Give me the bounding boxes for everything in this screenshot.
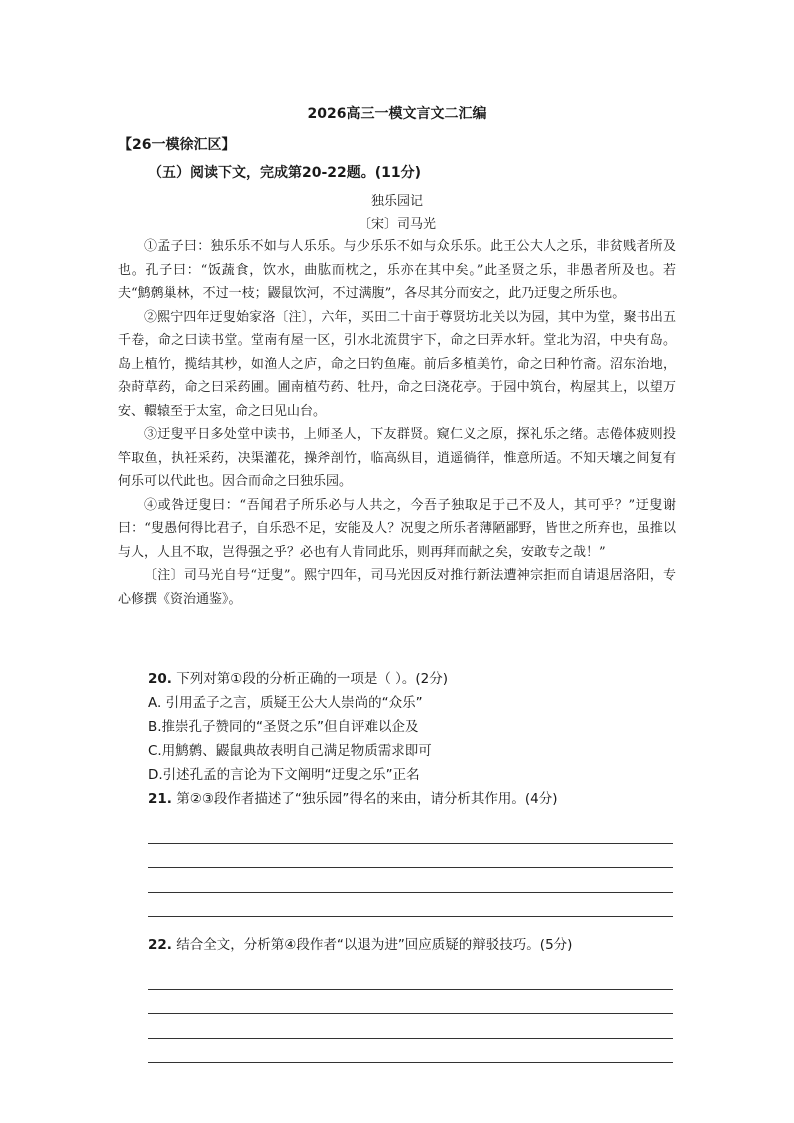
question-stem: 结合全文，分析第④段作者“以退为进”回应质疑的辩驳技巧。(5分): [176, 937, 573, 953]
answer-line[interactable]: [148, 1039, 673, 1064]
question-stem: 第②③段作者描述了“独乐园”得名的来由，请分析其作用。(4分): [176, 791, 558, 807]
question-number: 21.: [148, 791, 172, 807]
reading-instruction: （五）阅读下文，完成第20-22题。(11分): [148, 165, 422, 181]
question-21: [148, 787, 678, 811]
question-20-option-c: C.用鹪鹩、鼹鼠典故表明自己满足物质需求即可: [148, 743, 432, 759]
question-21-answer-area[interactable]: [148, 819, 678, 917]
document-title: 2026高三一模文言文二汇编: [307, 106, 487, 122]
questions-section: [148, 667, 678, 1071]
question-number: 20.: [148, 671, 172, 687]
passage-note: 〔注〕司马光自号“迂叟”。熙宁四年，司马光因反对推行新法遭神宗拒而自请退居洛阳，专心修撰《资治通鉴》。: [118, 568, 676, 607]
answer-line[interactable]: [148, 844, 673, 869]
question-22-answer-area[interactable]: [148, 965, 678, 1063]
question-20-option-d: D.引述孔孟的言论为下文阐明“迂叟之乐”正名: [148, 767, 420, 783]
answer-line[interactable]: [148, 819, 673, 844]
passage-author: 〔宋〕司马光: [357, 217, 436, 232]
passage-body: [118, 235, 676, 611]
section-label: 【26一模徐汇区】: [118, 137, 236, 153]
question-number: 22.: [148, 937, 172, 953]
answer-line[interactable]: [148, 965, 673, 990]
passage-title: 独乐园记: [370, 194, 423, 209]
passage-paragraph-4: ④或咎迂叟曰：“吾闻君子所乐必与人共之，今吾子独取足于己不及人，其可乎？”迂叟谢曰：“叟愚何得比君子，自乐恐不足，安能及人？况叟之所乐者薄陋鄙野，皆世之所弃也，虽推以与人，人且不取，岂得强之乎？必也有人肯同此乐，则再拜而献之矣，安敢专之哉！”: [118, 497, 676, 560]
passage-paragraph-3: ③迂叟平日多处堂中读书，上师圣人，下友群贤。窥仁义之原，探礼乐之绪。志倦体疲则投竿取鱼，执衽采药，决渠灌花，操斧剖竹，临高纵目，逍遥徜徉，惟意所适。不知天壤之间复有何乐可以代此也。因合而命之曰独乐园。: [118, 427, 676, 489]
answer-line[interactable]: [148, 990, 673, 1015]
passage-paragraph-2: ②熙宁四年迂叟始家洛〔注〕，六年，买田二十亩于尊贤坊北关以为园，其中为堂，聚书出五千卷，命之曰读书堂。堂南有屋一区，引水北流贯宇下，命之曰弄水轩。堂北为沼，中央有岛。岛上植竹，揽结其杪，如渔人之庐，命之曰钓鱼庵。前后多植美竹，命之曰种竹斋。沼东治地，杂莳草药，命之曰采药圃。圃南植芍药、牡丹，命之曰浇花亭。于园中筑台，构屋其上，以望万安、轘辕至于太室，命之曰见山台。: [118, 309, 676, 419]
question-20: [148, 667, 678, 691]
question-stem: 下列对第①段的分析正确的一项是（ ）。(2分): [176, 671, 448, 687]
question-20-option-a: A. 引用孟子之言，质疑王公大人崇尚的“众乐”: [148, 695, 423, 711]
answer-line[interactable]: [148, 893, 673, 918]
question-22: [148, 933, 678, 957]
question-20-option-b: B.推崇孔子赞同的“圣贤之乐”但自评难以企及: [148, 719, 419, 735]
answer-line[interactable]: [148, 1014, 673, 1039]
passage-paragraph-1: ①孟子曰：独乐乐不如与人乐乐。与少乐乐不如与众乐乐。此王公大人之乐，非贫贱者所及也。孔子曰：“饭蔬食，饮水，曲肱而枕之，乐亦在其中矣。”此圣贤之乐，非愚者所及也。若夫“鹪鹩巢林，不过一枝；鼹鼠饮河，不过满腹”，各尽其分而安之，此乃迂叟之所乐也。: [118, 239, 676, 301]
answer-line[interactable]: [148, 868, 673, 893]
